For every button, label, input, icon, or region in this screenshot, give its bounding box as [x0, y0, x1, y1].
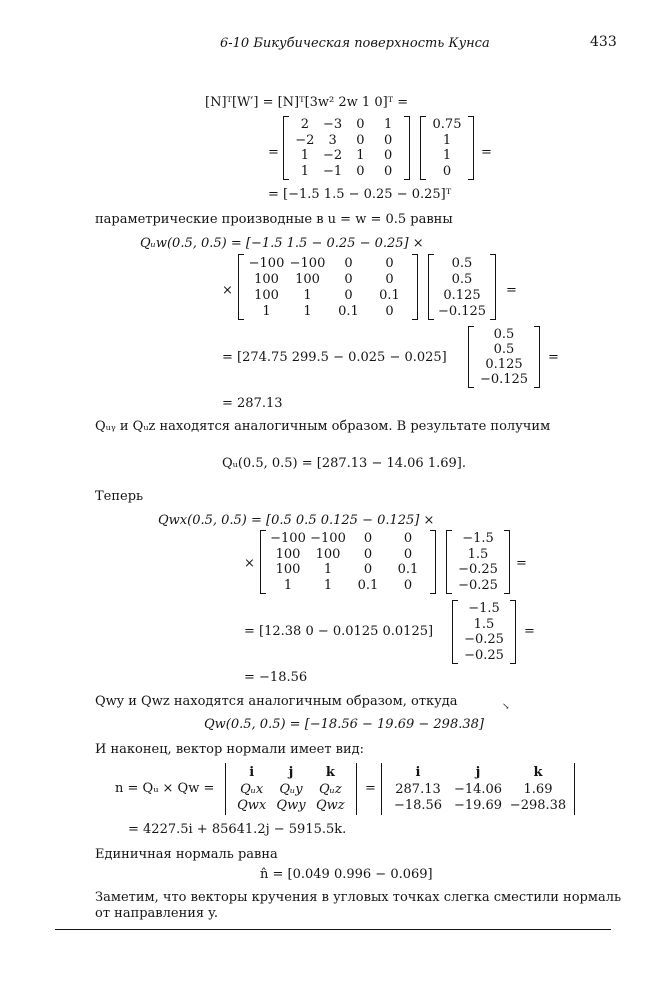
text-qwy-qwz: Qwy и Qwz находятся аналогичным образом, откуда	[95, 694, 458, 709]
bracket-left	[428, 254, 434, 320]
normal-result: = 4227.5i + 85641.2j − 5915.5k.	[128, 822, 347, 837]
matrix-cell: 0	[363, 546, 373, 562]
page-number: 433	[590, 34, 617, 50]
matrix-cell: Qᵤz	[318, 781, 342, 797]
quw-vector2	[468, 326, 540, 388]
bracket-right	[430, 530, 436, 594]
matrix-cell: 2	[300, 117, 310, 133]
matrix-cell: 3	[328, 132, 337, 148]
matrix-cell: i	[249, 764, 255, 780]
matrix-cell: 1	[303, 303, 312, 319]
text-unit-normal: Единичная нормаль равна	[95, 847, 278, 862]
text-partial-derivatives: параметрические производные в u = w = 0.5 равны	[95, 212, 453, 227]
bracket-right	[412, 254, 418, 320]
matrix-cell: −1.5	[462, 531, 494, 547]
matrix-cell: 0	[403, 577, 413, 593]
quw-vector	[428, 254, 496, 320]
running-header-title: 6-10 Бикубическая поверхность Кунса	[220, 36, 490, 51]
bracket-left	[452, 600, 458, 664]
matrix-cell: 1.69	[523, 781, 553, 797]
normal-lhs: n = Qᵤ × Qw =	[115, 781, 215, 796]
eq1-eq-sign: =	[268, 145, 279, 160]
matrix-cell: 0	[385, 255, 394, 271]
matrix-cell: 0	[403, 531, 413, 547]
matrix-cell: 0	[385, 271, 394, 287]
eq1-matrix	[283, 116, 410, 180]
matrix-cell: 0	[383, 163, 393, 179]
matrix-cell: 100	[275, 562, 301, 578]
matrix-cell: 0	[356, 163, 365, 179]
det-symbolic	[224, 763, 358, 815]
unit-normal-vector: n̂ = [0.049 0.996 − 0.069]	[260, 867, 433, 882]
qwx-row-vector: = [12.38 0 − 0.0125 0.0125]	[244, 624, 434, 639]
matrix-cell: 0.5	[493, 327, 515, 342]
matrix-cell: 0.1	[338, 303, 359, 319]
qwx-tail: =	[516, 556, 527, 571]
det-bar-left	[381, 763, 382, 815]
matrix-cell: 1.5	[473, 616, 495, 632]
det-bar-right	[574, 763, 575, 815]
bracket-right	[468, 116, 474, 180]
quw-result: = 287.13	[222, 396, 283, 411]
matrix-cell: 0.75	[432, 117, 462, 133]
matrix-cell: 100	[254, 287, 279, 303]
matrix-cell: 0.1	[397, 562, 419, 578]
matrix-cell: 1.5	[467, 546, 489, 562]
matrix-cell: −14.06	[453, 781, 503, 797]
qw-line: Qw(0.5, 0.5) = [−18.56 − 19.69 − 298.38]	[204, 717, 484, 732]
matrix-cell: 1	[356, 148, 365, 164]
matrix-cell: Qwy	[276, 798, 306, 814]
matrix-cell: −1.5	[468, 601, 500, 617]
matrix-cell: 0	[442, 163, 452, 179]
matrix-cell: 0	[403, 546, 413, 562]
matrix-cell: 0.5	[451, 255, 473, 271]
matrix-cell: j	[475, 764, 481, 780]
bracket-right	[404, 116, 410, 180]
text-now: Теперь	[95, 489, 144, 504]
matrix-cell: −100	[289, 255, 326, 271]
matrix-cell: −0.25	[464, 632, 504, 648]
matrix-cell: 1	[262, 303, 271, 319]
det-numeric	[380, 763, 576, 815]
matrix-cell: −298.38	[509, 798, 567, 814]
ink-mark: ↘	[502, 702, 510, 712]
bracket-left	[446, 530, 452, 594]
matrix-cell: −2	[323, 148, 343, 164]
matrix-cell: 1	[300, 148, 310, 164]
matrix-cell: −0.25	[464, 647, 504, 663]
matrix-cell: 0	[356, 117, 365, 133]
eq1-tail: =	[481, 145, 492, 160]
matrix-cell: −18.56	[393, 798, 443, 814]
qwx-line1: Qwx(0.5, 0.5) = [0.5 0.5 0.125 − 0.125] ×	[158, 513, 435, 528]
matrix-cell: 1	[383, 117, 393, 133]
matrix-cell: Qᵤx	[240, 781, 264, 797]
matrix-cell: 1	[283, 577, 293, 593]
eq1-vector	[420, 116, 474, 180]
qwx-vector2	[452, 600, 516, 664]
matrix-cell: 287.13	[395, 781, 441, 797]
matrix-cell: −100	[248, 255, 285, 271]
matrix-cell: −19.69	[453, 798, 503, 814]
footer-rule	[55, 929, 611, 930]
quw-times: ×	[222, 283, 233, 298]
matrix-cell: −100	[270, 531, 306, 547]
matrix-cell: 0.125	[485, 357, 523, 372]
matrix-cell: 1	[442, 132, 452, 148]
matrix-cell: k	[533, 764, 543, 780]
text-quy-quz: Qᵤᵧ и Qᵤz находятся аналогичным образом. В результате получим	[95, 419, 551, 434]
matrix-cell: 1	[303, 287, 312, 303]
qu-line: Qᵤ(0.5, 0.5) = [287.13 − 14.06 1.69].	[222, 456, 466, 471]
quw-tail2: =	[548, 350, 559, 365]
quw-tail: =	[506, 283, 517, 298]
matrix-cell: 100	[254, 271, 279, 287]
matrix-cell: 0	[383, 148, 393, 164]
qwx-vector	[446, 530, 510, 594]
matrix-cell: 0.125	[443, 287, 481, 303]
matrix-cell: −2	[295, 132, 315, 148]
bracket-left	[238, 254, 244, 320]
bracket-right	[534, 326, 540, 388]
qwx-matrix	[260, 530, 436, 594]
matrix-cell: 0	[383, 132, 393, 148]
matrix-cell: 0.5	[493, 342, 515, 357]
qwx-tail2: =	[524, 624, 535, 639]
eq1-line1: [N]ᵀ[W′] = [N]ᵀ[3w² 2w 1 0]ᵀ =	[205, 95, 409, 110]
text-finally: И наконец, вектор нормали имеет вид:	[95, 742, 365, 757]
bracket-left	[283, 116, 289, 180]
matrix-cell: 1	[323, 577, 333, 593]
matrix-cell: j	[288, 764, 294, 780]
bracket-left	[468, 326, 474, 388]
matrix-cell: 0	[385, 303, 394, 319]
matrix-cell: 1	[323, 562, 333, 578]
matrix-cell: −3	[323, 117, 343, 133]
matrix-cell: 1	[300, 163, 310, 179]
matrix-cell: 0.1	[357, 577, 379, 593]
matrix-cell: Qwz	[316, 798, 345, 814]
matrix-cell: i	[415, 764, 421, 780]
text-closing-1: Заметим, что векторы кручения в угловых точках слегка сместили нормаль	[95, 890, 622, 905]
matrix-cell: k	[325, 764, 335, 780]
matrix-cell: 0	[356, 132, 365, 148]
matrix-cell: 100	[275, 546, 301, 562]
matrix-cell: 0	[363, 531, 373, 547]
qwx-times: ×	[244, 556, 255, 571]
matrix-cell: Qwx	[237, 798, 267, 814]
matrix-cell: −100	[310, 531, 346, 547]
matrix-cell: 0.5	[451, 271, 473, 287]
det-bar-right	[356, 763, 357, 815]
matrix-cell: 0.1	[379, 287, 400, 303]
matrix-cell: −0.25	[458, 562, 498, 578]
matrix-cell: 0	[344, 271, 353, 287]
bracket-right	[510, 600, 516, 664]
matrix-cell: −0.25	[458, 577, 498, 593]
matrix-cell: 1	[442, 148, 452, 164]
quw-line1: Qᵤw(0.5, 0.5) = [−1.5 1.5 − 0.25 − 0.25] ×	[140, 236, 424, 251]
quw-matrix	[238, 254, 418, 320]
bracket-left	[260, 530, 266, 594]
normal-eq: =	[365, 781, 376, 796]
matrix-cell: 0	[363, 562, 373, 578]
det-bar-left	[225, 763, 226, 815]
text-closing-2: от направления y.	[95, 906, 218, 921]
matrix-cell: −0.125	[437, 303, 487, 319]
bracket-right	[504, 530, 510, 594]
bracket-left	[420, 116, 426, 180]
quw-row-vector: = [274.75 299.5 − 0.025 − 0.025]	[222, 350, 447, 365]
matrix-cell: 100	[295, 271, 320, 287]
eq1-result: = [−1.5 1.5 − 0.25 − 0.25]ᵀ	[268, 187, 452, 202]
matrix-cell: 100	[315, 546, 341, 562]
matrix-cell: 0	[344, 287, 353, 303]
matrix-cell: −1	[323, 163, 343, 179]
qwx-result: = −18.56	[244, 670, 308, 685]
matrix-cell: 0	[344, 255, 353, 271]
bracket-right	[490, 254, 496, 320]
matrix-cell: −0.125	[479, 372, 529, 387]
matrix-cell: Qᵤy	[279, 781, 303, 797]
